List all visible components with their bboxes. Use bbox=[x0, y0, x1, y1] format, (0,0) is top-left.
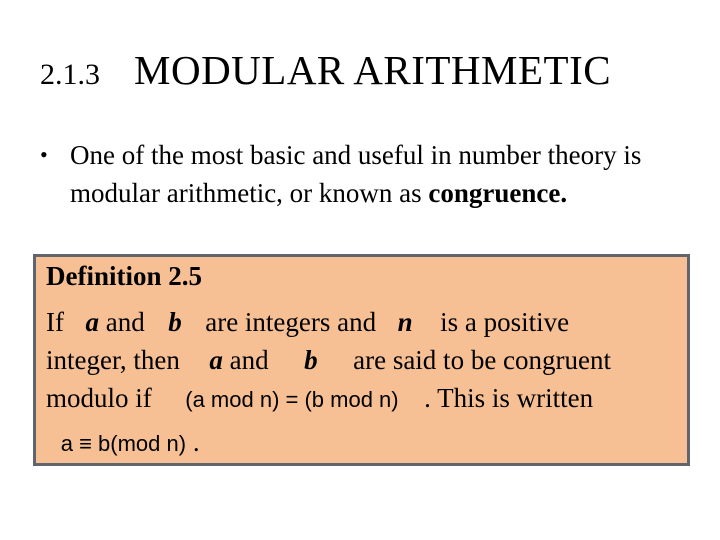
bullet-body: One of the most basic and useful in number theory is modular arithmetic, or known as bbox=[70, 140, 642, 208]
definition-box bbox=[33, 254, 690, 466]
def-word: and bbox=[229, 345, 269, 375]
congruence-condition-formula: (a mod n) = (b mod n) bbox=[185, 387, 399, 412]
bullet-text bbox=[70, 136, 680, 212]
def-word: is a positive bbox=[440, 307, 570, 337]
list-item bbox=[40, 136, 680, 212]
section-title: MODULAR ARITHMETIC bbox=[134, 47, 612, 93]
def-word: modulo if bbox=[46, 383, 152, 413]
congruence-notation-formula: a ≡ b(mod n) bbox=[60, 431, 187, 456]
bullet-term: congruence. bbox=[428, 178, 568, 208]
math-variable-a: a bbox=[85, 307, 99, 337]
definition-line-2 bbox=[46, 343, 611, 377]
def-word: . bbox=[192, 427, 200, 457]
bullet-icon: • bbox=[40, 142, 48, 167]
def-word: are integers and bbox=[205, 307, 377, 337]
section-number: 2.1.3 bbox=[40, 58, 100, 91]
definition-line-1 bbox=[46, 305, 569, 339]
definition-line-4 bbox=[46, 425, 200, 461]
math-variable-a: a bbox=[209, 345, 223, 375]
bullet-list bbox=[40, 136, 680, 212]
math-variable-b: b bbox=[304, 345, 318, 375]
math-variable-n: n bbox=[397, 307, 413, 337]
def-word: and bbox=[105, 307, 145, 337]
def-word: If bbox=[46, 307, 64, 337]
def-word: are said to be congruent bbox=[353, 345, 612, 375]
def-word: integer, then bbox=[46, 345, 180, 375]
slide-title bbox=[40, 46, 611, 94]
math-variable-b: b bbox=[168, 307, 182, 337]
definition-line-3 bbox=[46, 381, 593, 417]
def-word: . This is written bbox=[424, 383, 594, 413]
definition-title: Definition 2.5 bbox=[46, 261, 203, 291]
